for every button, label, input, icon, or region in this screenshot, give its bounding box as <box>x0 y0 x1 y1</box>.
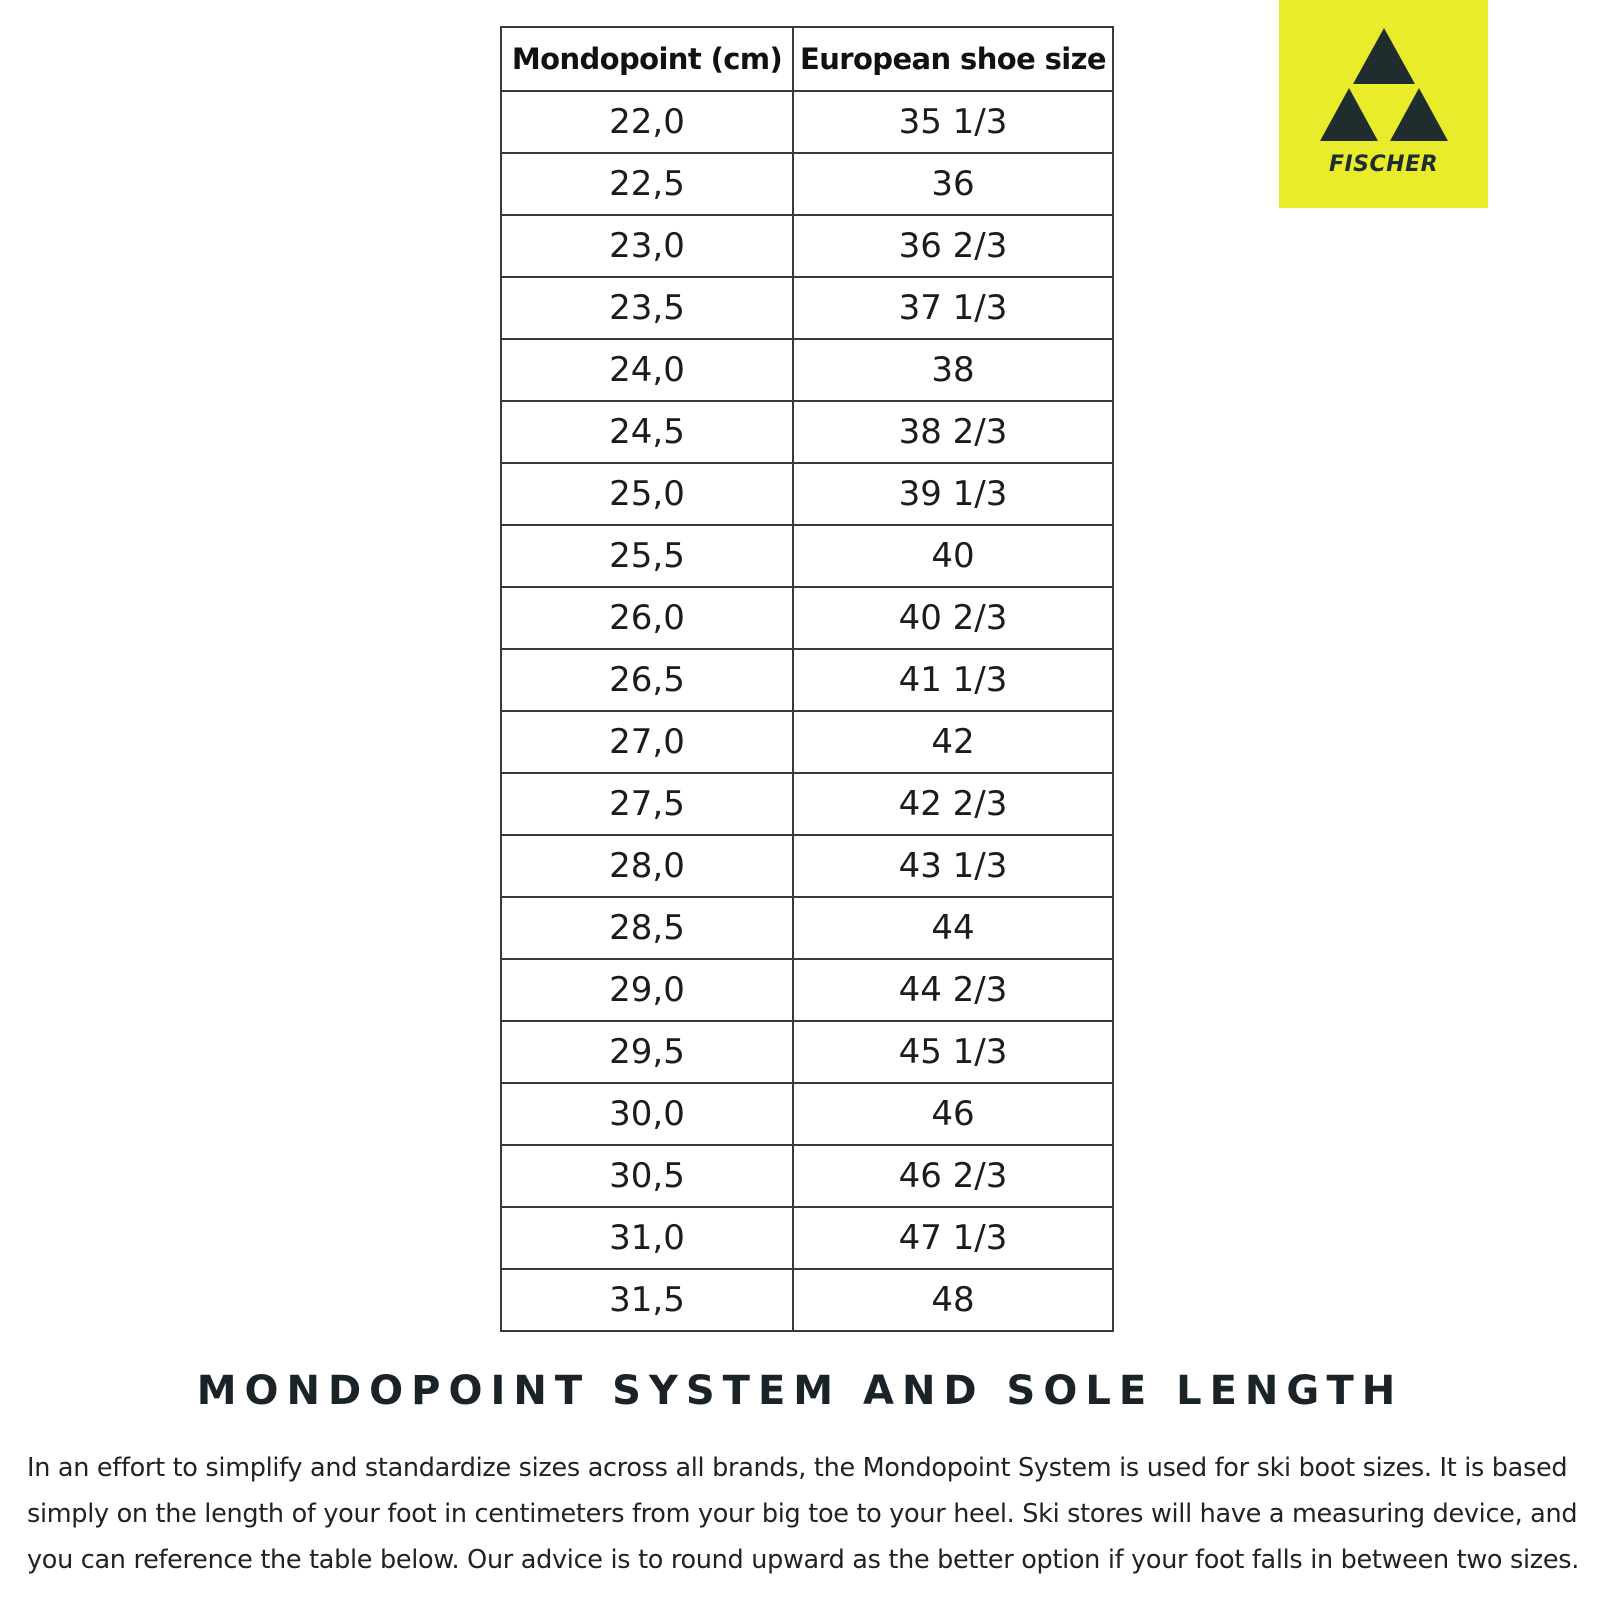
mondopoint-cell: 24,5 <box>501 401 793 463</box>
fischer-logo <box>1279 0 1488 208</box>
table-row <box>501 463 1113 525</box>
european-size-cell: 37 1/3 <box>793 277 1113 339</box>
size-conversion-table <box>500 26 1114 1332</box>
table-row <box>501 1021 1113 1083</box>
mondopoint-cell: 25,0 <box>501 463 793 525</box>
european-size-cell: 44 2/3 <box>793 959 1113 1021</box>
european-size-cell: 36 <box>793 153 1113 215</box>
table-row <box>501 1269 1113 1331</box>
mondopoint-cell: 24,0 <box>501 339 793 401</box>
european-size-cell: 40 2/3 <box>793 587 1113 649</box>
mondopoint-cell: 27,0 <box>501 711 793 773</box>
european-size-cell: 45 1/3 <box>793 1021 1113 1083</box>
european-size-cell: 42 2/3 <box>793 773 1113 835</box>
mondopoint-cell: 30,5 <box>501 1145 793 1207</box>
section-body-text: In an effort to simplify and standardize sizes across all brands, the Mondopoint System is used for ski boot sizes. It is based simply on the length of your foot in centimeters from your big toe to your heel. Ski stores will have a measuring device, and you can reference the table below. Our advice is to round upward as the better option if your foot falls in between two sizes. <box>27 1453 1580 1575</box>
european-size-cell: 47 1/3 <box>793 1207 1113 1269</box>
european-size-cell: 41 1/3 <box>793 649 1113 711</box>
table-header-row <box>501 27 1113 91</box>
table-row <box>501 835 1113 897</box>
table-row <box>501 897 1113 959</box>
european-size-cell: 39 1/3 <box>793 463 1113 525</box>
mondopoint-cell: 26,0 <box>501 587 793 649</box>
mondopoint-cell: 25,5 <box>501 525 793 587</box>
section-title: MONDOPOINT SYSTEM AND SOLE LENGTH <box>196 1368 1404 1414</box>
mondopoint-cell: 31,0 <box>501 1207 793 1269</box>
table-row <box>501 153 1113 215</box>
table-row <box>501 1083 1113 1145</box>
table-row <box>501 401 1113 463</box>
european-size-cell: 40 <box>793 525 1113 587</box>
table-row <box>501 91 1113 153</box>
table-row <box>501 215 1113 277</box>
table-row <box>501 959 1113 1021</box>
european-size-cell: 36 2/3 <box>793 215 1113 277</box>
table-row <box>501 587 1113 649</box>
european-size-cell: 35 1/3 <box>793 91 1113 153</box>
european-size-cell: 48 <box>793 1269 1113 1331</box>
table-row <box>501 1207 1113 1269</box>
table-row <box>501 525 1113 587</box>
table-row <box>501 711 1113 773</box>
european-size-cell: 38 <box>793 339 1113 401</box>
mondopoint-cell: 31,5 <box>501 1269 793 1331</box>
mondopoint-cell: 29,5 <box>501 1021 793 1083</box>
mondopoint-cell: 28,0 <box>501 835 793 897</box>
mondopoint-cell: 27,5 <box>501 773 793 835</box>
table-row <box>501 1145 1113 1207</box>
mondopoint-cell: 23,5 <box>501 277 793 339</box>
mondopoint-cell: 29,0 <box>501 959 793 1021</box>
header-european-size: European shoe size <box>793 27 1113 91</box>
mondopoint-cell: 22,0 <box>501 91 793 153</box>
european-size-cell: 44 <box>793 897 1113 959</box>
table-row <box>501 649 1113 711</box>
table-body <box>501 91 1113 1331</box>
mondopoint-cell: 26,5 <box>501 649 793 711</box>
mondopoint-cell: 22,5 <box>501 153 793 215</box>
european-size-cell: 42 <box>793 711 1113 773</box>
european-size-cell: 38 2/3 <box>793 401 1113 463</box>
table-row <box>501 773 1113 835</box>
mondopoint-cell: 28,5 <box>501 897 793 959</box>
table-row <box>501 339 1113 401</box>
european-size-cell: 46 2/3 <box>793 1145 1113 1207</box>
mondopoint-cell: 30,0 <box>501 1083 793 1145</box>
table-row <box>501 277 1113 339</box>
european-size-cell: 43 1/3 <box>793 835 1113 897</box>
logo-wordmark: FISCHER <box>1328 152 1439 177</box>
header-mondopoint: Mondopoint (cm) <box>501 27 793 91</box>
mondopoint-cell: 23,0 <box>501 215 793 277</box>
european-size-cell: 46 <box>793 1083 1113 1145</box>
